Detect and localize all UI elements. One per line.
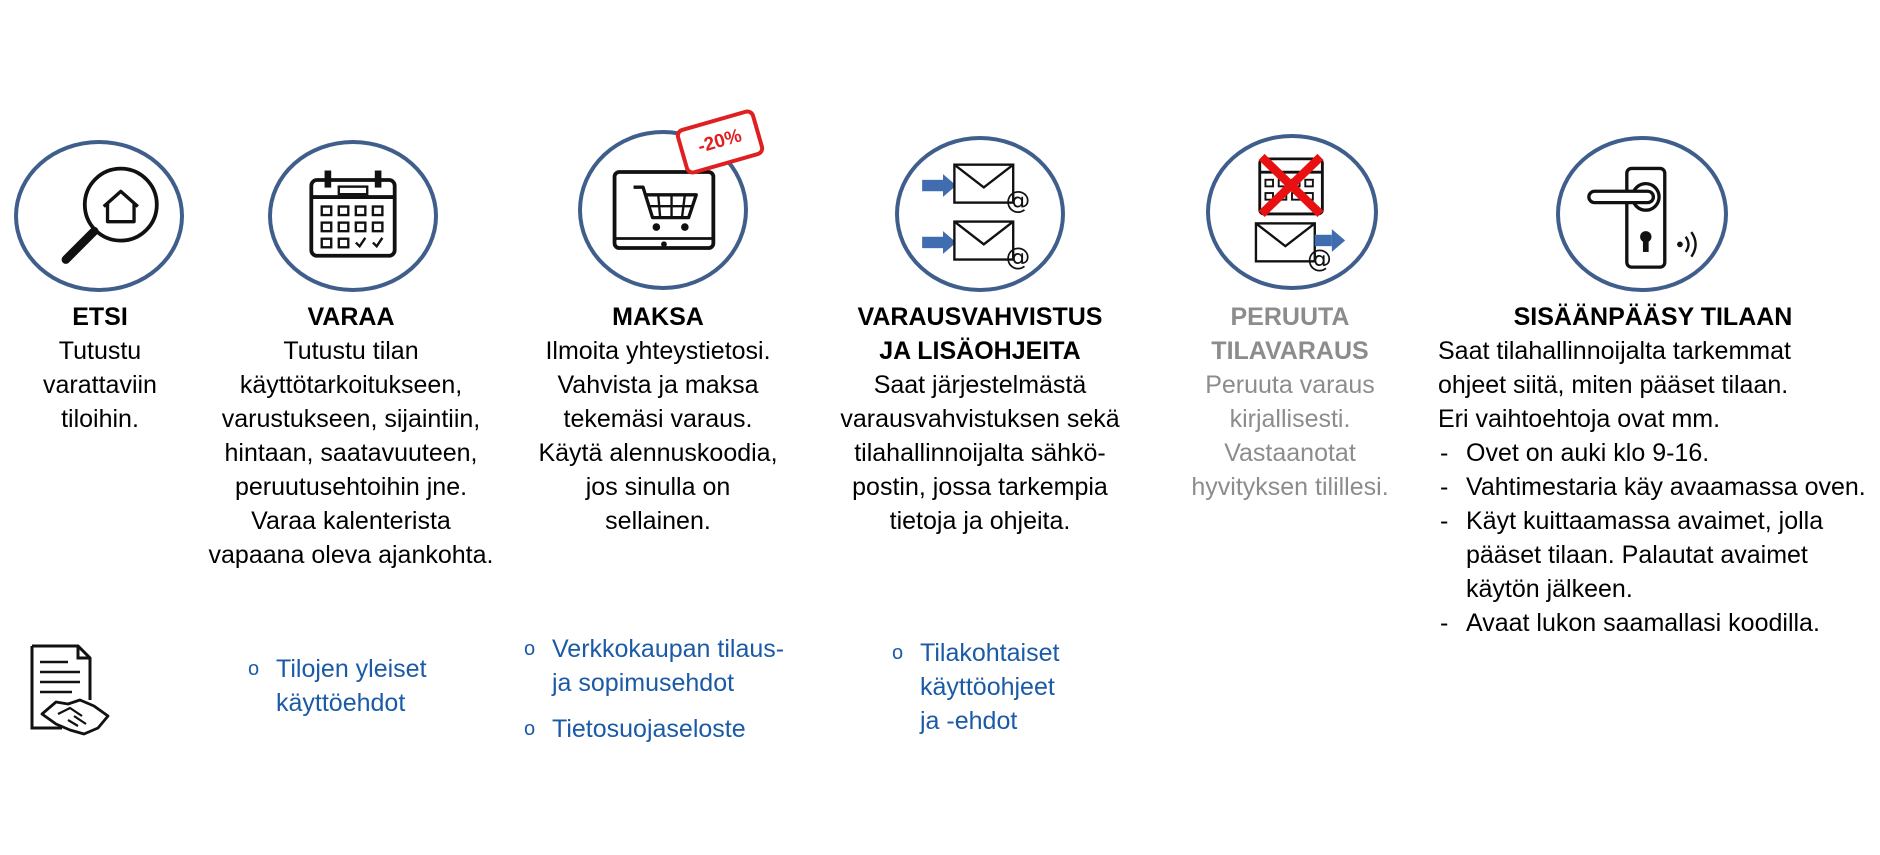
list-item xyxy=(1438,504,1868,606)
svg-text:@: @ xyxy=(1005,242,1031,272)
email-forward-icon xyxy=(899,140,1061,288)
step-text-line: peruutusehtoihin jne. xyxy=(234,473,468,501)
step-text-line: Eri vaihtoehtoja ovat mm. xyxy=(1438,405,1721,433)
step-title: VARAA xyxy=(307,303,395,331)
privacy-policy-link[interactable] xyxy=(524,712,784,746)
step-text-line: varustukseen, sijaintiin, xyxy=(221,405,481,433)
step-title: MAKSA xyxy=(612,303,704,331)
step-cancel xyxy=(1170,300,1410,504)
discount-badge: -20% xyxy=(674,108,766,177)
search-home-icon xyxy=(18,144,180,288)
step-book xyxy=(200,300,502,572)
links-shop-terms xyxy=(524,632,784,758)
step-text-line: käyttötarkoitukseen, xyxy=(239,371,463,399)
step-title: SISÄÄNPÄÄSY TILAAN xyxy=(1513,303,1793,331)
step-text-line: sellainen. xyxy=(605,507,711,535)
contract-handshake-icon xyxy=(28,644,112,736)
step-text-line: jos sinulla on xyxy=(585,473,731,501)
step-title: ETSI xyxy=(72,303,128,331)
list-item-text: pääset tilaan. Palautat avaimet xyxy=(1466,541,1808,569)
link-text: Tilojen yleiset xyxy=(276,655,427,683)
step-text-line: tekemäsi varaus. xyxy=(563,405,753,433)
step-text-line: postin, jossa tarkempia xyxy=(852,473,1108,501)
link-bullet: o xyxy=(248,658,260,680)
svg-text:@: @ xyxy=(1005,185,1031,215)
step-text-line: tiloihin. xyxy=(61,405,139,433)
link-text: käyttöohjeet xyxy=(920,673,1055,701)
list-dash: - xyxy=(1440,507,1449,535)
step-text-line: varausvahvistuksen sekä xyxy=(840,405,1120,433)
step-title: PERUUTA xyxy=(1230,303,1350,331)
step-access xyxy=(1438,300,1868,640)
link-text: ja sopimusehdot xyxy=(552,669,735,697)
step-search xyxy=(10,300,190,436)
link-text: ja -ehdot xyxy=(920,707,1018,735)
step-text-line: Vahvista ja maksa xyxy=(557,371,759,399)
link-bullet: o xyxy=(524,638,536,660)
step-text-line: Käytä alennuskoodia, xyxy=(538,439,778,467)
link-text: Tietosuojaseloste xyxy=(552,715,746,743)
step-text-line: Vastaanotat xyxy=(1224,439,1356,467)
link-text: Tilakohtaiset xyxy=(920,639,1060,667)
calendar-step-circle xyxy=(268,140,438,292)
step-text-line: hintaan, saatavuuteen, xyxy=(224,439,478,467)
step-text-line: Varaa kalenterista xyxy=(251,507,451,535)
step-text-line: hyvityksen tilillesi. xyxy=(1191,473,1389,501)
confirmation-step-circle xyxy=(895,136,1065,292)
link-bullet: o xyxy=(524,718,536,740)
general-terms-link[interactable] xyxy=(248,652,427,720)
step-text-line: kirjallisesti. xyxy=(1229,405,1351,433)
list-dash: - xyxy=(1440,473,1449,501)
step-text-line: ohjeet siitä, miten pääset tilaan. xyxy=(1438,371,1789,399)
list-item xyxy=(1438,436,1868,470)
step-text-line: tilahallinnoijalta sähkö- xyxy=(854,439,1106,467)
access-step-circle xyxy=(1556,136,1728,292)
step-text-line: Tutustu tilan xyxy=(283,337,419,365)
step-text-line: vapaana oleva ajankohta. xyxy=(208,541,494,569)
links-general-terms xyxy=(248,652,427,732)
link-text: Verkkokaupan tilaus- xyxy=(552,635,785,663)
step-text-line: Tutustu xyxy=(58,337,142,365)
list-item-text: Käyt kuittaamassa avaimet, jolla xyxy=(1466,507,1824,535)
space-instructions-link[interactable] xyxy=(892,636,1059,738)
cancel-step-circle xyxy=(1206,134,1378,290)
step-text-line: Ilmoita yhteystietosi. xyxy=(545,337,771,365)
step-text-line: Saat järjestelmästä xyxy=(873,371,1087,399)
link-bullet: o xyxy=(892,642,904,664)
svg-text:@: @ xyxy=(1307,244,1332,274)
cancel-calendar-email-icon xyxy=(1210,138,1374,286)
list-item xyxy=(1438,606,1868,640)
list-item-text: käytön jälkeen. xyxy=(1466,575,1633,603)
links-space-instructions xyxy=(892,636,1059,750)
step-title: JA LISÄOHJEITA xyxy=(879,337,1081,365)
access-options-list xyxy=(1438,436,1868,640)
list-item-text: Avaat lukon saamallasi koodilla. xyxy=(1466,609,1820,637)
shop-terms-link[interactable] xyxy=(524,632,784,700)
list-item xyxy=(1438,470,1868,504)
door-handle-code-lock-icon xyxy=(1560,140,1724,288)
calendar-icon xyxy=(272,144,434,288)
step-text-line: tietoja ja ohjeita. xyxy=(889,507,1071,535)
list-item-text: Ovet on auki klo 9-16. xyxy=(1466,439,1710,467)
list-dash: - xyxy=(1440,439,1449,467)
step-text-line: Saat tilahallinnoijalta tarkemmat xyxy=(1438,337,1791,365)
step-title: VARAUSVAHVISTUS xyxy=(857,303,1103,331)
step-title: TILAVARAUS xyxy=(1211,337,1369,365)
link-text: käyttöehdot xyxy=(276,689,406,717)
list-dash: - xyxy=(1440,609,1449,637)
search-step-circle xyxy=(14,140,184,292)
list-item-text: Vahtimestaria käy avaamassa oven. xyxy=(1466,473,1866,501)
step-confirmation xyxy=(830,300,1130,538)
step-pay xyxy=(520,300,796,538)
step-text-line: varattaviin xyxy=(43,371,157,399)
step-text-line: Peruuta varaus xyxy=(1205,371,1375,399)
